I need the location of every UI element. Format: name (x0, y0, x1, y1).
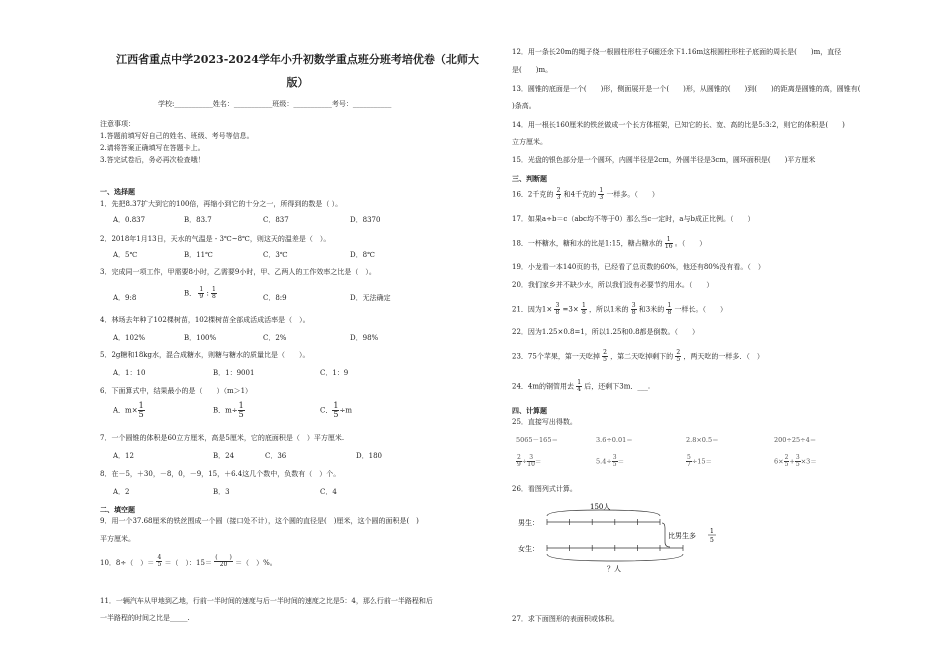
option: B．83.7 (184, 216, 212, 224)
text: 16．2千克的 (512, 190, 554, 199)
question-19: 19．小龙看一本140页的书，已经看了总页数的60%，他还有80%没有看。（ ） (512, 263, 765, 271)
compare-label: 比男生多 (668, 532, 696, 540)
notice-item: 1.答题前填写好自己的姓名、班级、考号等信息。 (100, 132, 254, 140)
section-calc: 四、计算题 (512, 406, 547, 415)
option: C．4 (320, 488, 337, 496)
text: 后，还剩下3m．___. (584, 382, 651, 391)
fraction (238, 402, 245, 419)
fraction (527, 455, 535, 468)
numerator: 5 (687, 454, 691, 461)
fraction (784, 455, 790, 468)
bottom-brace (547, 554, 683, 561)
fraction (795, 455, 801, 468)
question-26: 26．看图列式计算。 (512, 485, 577, 493)
fraction (581, 303, 587, 316)
calc-item: $\frac{2}{9}$ ÷ $\frac{3}{10}$ ＝ (517, 454, 542, 468)
question-18 (512, 237, 706, 250)
denominator: 5 (603, 356, 607, 363)
notice-heading: 注意事项： (100, 120, 135, 128)
fraction (554, 303, 560, 316)
numerator: 3 (555, 302, 560, 309)
text: 5.4÷ (596, 457, 612, 466)
fraction (214, 555, 233, 568)
text: 和4千克的 (563, 190, 597, 199)
numerator: ( ) (215, 554, 232, 561)
denominator: 5 (612, 461, 617, 468)
question-23 (512, 350, 764, 363)
option: D．180 (356, 452, 382, 460)
compare-denominator: 5 (710, 537, 714, 544)
question-8: 8．在－5，＋30，－8，0，－9，15，＋6.4这几个数中，负数有（ ）个。 (100, 470, 341, 478)
fraction (665, 237, 673, 250)
text: ÷15＝ (691, 457, 713, 466)
denominator: 7 (687, 461, 691, 468)
question-9-cont: 平方厘米。 (100, 535, 135, 543)
fraction (598, 188, 604, 201)
exam-title-suffix: 版） (286, 76, 309, 89)
denominator: 5 (138, 410, 144, 419)
text: =3× (562, 305, 579, 314)
numerator: 3 (795, 454, 800, 461)
denominator: 8 (555, 309, 560, 316)
bottom-label: ？人 (607, 565, 621, 573)
numerator: 1 (599, 187, 604, 194)
question-16 (512, 188, 659, 201)
text: 一样多。（ ） (606, 190, 659, 199)
section-judge: 三、判断题 (512, 174, 547, 183)
fraction (675, 350, 681, 363)
segment-diagram (510, 498, 740, 578)
calc-item: 5065－165＝ (516, 436, 558, 444)
top-label: 150人 (590, 503, 611, 511)
question-4: 4．林场去年种了102棵树苗，102棵树苗全部成活成活率是（ ）。 (100, 316, 310, 324)
option-a (113, 402, 145, 419)
option-b (213, 402, 245, 419)
numerator: 2 (784, 454, 789, 461)
numerator: 2 (517, 454, 521, 461)
denominator: 16 (664, 243, 673, 250)
text: ，两天吃的一样多．（ ） (683, 352, 764, 361)
text: ＝（ ）：15＝ (164, 559, 212, 567)
text: 18．一杯糖水，糖和水的比是1:15，糖占糖水的 (512, 239, 663, 248)
exam-title: 江西省重点中学2023-2024学年小升初数学重点班分班考培优卷（北师大 (116, 53, 479, 66)
denominator: 10 (527, 461, 535, 468)
text: 10．8÷（ ）＝ (100, 559, 155, 567)
option: B．24 (213, 452, 235, 460)
calc-item: 2.8×0.5＝ (686, 436, 719, 444)
denominator: 20 (219, 561, 228, 568)
girl-label: 女生： (518, 545, 539, 553)
option: C．3℃ (263, 251, 288, 259)
denominator: 8 (212, 293, 216, 300)
numerator: 1 (138, 401, 144, 410)
fraction (612, 455, 618, 468)
option: A．1：10 (113, 369, 146, 377)
question-22: 22．因为1.25×0.8=1，所以1.25和0.8都是倒数。（ ） (512, 328, 700, 336)
calc-item: 200÷25÷4＝ (774, 436, 817, 444)
numerator: 1 (333, 401, 339, 410)
notice-item: 2.请将答案正确填写在答题卡上。 (100, 144, 205, 152)
question-1: 1．先把8.37扩大到它的100倍，再缩小到它的十分之一，所得到的数是（ ）。 (100, 200, 343, 208)
question-14: 14．用一根长160厘米的铁丝做成一个长方体框架，已知它的长、宽、高的比是5:3:2，则它的体积是( ) (512, 121, 845, 129)
denominator: 5 (784, 461, 789, 468)
question-3: 3．完成同一项工作，甲需要8小时，乙需要9小时，甲、乙两人的工作效率之比是（ ）。 (100, 268, 376, 276)
option: A．102% (113, 334, 146, 342)
numerator: 4 (157, 554, 162, 561)
question-13-cont: )条高。 (512, 102, 536, 110)
question-24 (512, 380, 650, 393)
denominator: 8 (581, 309, 586, 316)
option: C．36 (265, 452, 287, 460)
fraction (198, 287, 204, 300)
text: 23．75个苹果，第一天吃掉 (512, 352, 600, 361)
question-27: 27．求下面图形的表面积或体积。 (512, 615, 619, 623)
text: 24．4m的钢管用去 (512, 382, 574, 391)
numerator: 1 (212, 286, 216, 293)
option-label: B． (184, 289, 197, 298)
numerator: 2 (556, 187, 561, 194)
option: A．9:8 (113, 294, 137, 302)
question-10 (100, 555, 277, 568)
calc-item (686, 455, 712, 468)
question-11: 11．一辆汽车从甲地到乙地，行前一半时间的速度与后一半时间的速度之比是5：4，那么行前一半路程和后 (100, 597, 433, 605)
question-6: 6．下面算式中，结果最小的是（ ）（m＞1） (100, 387, 253, 395)
denominator: 8 (667, 309, 672, 316)
fraction (516, 455, 522, 468)
calc-item: 6× $\frac{2}{5}$ + $\frac{3}{5}$ ×3＝ (774, 454, 817, 468)
option-label: C． (320, 406, 333, 415)
question-11-cont: 一半路程的时间之比是_____. (100, 614, 190, 622)
notice-item: 3.答完试卷后，务必再次检查哦！ (100, 156, 205, 164)
calc-item: 5.4÷ $\frac{3}{5}$ ＝ (596, 454, 625, 468)
denominator: 5 (795, 461, 800, 468)
text: 和3米的 (638, 305, 665, 314)
denominator: 8 (631, 309, 636, 316)
denominator: 9 (199, 293, 204, 300)
section-choice: 一、选择题 (100, 187, 135, 196)
text: 一样长。（ ） (674, 305, 728, 314)
numerator: 1 (238, 401, 244, 410)
text: ，第二天吃掉剩下的 (610, 352, 674, 361)
section-fill: 二、填空题 (100, 505, 135, 514)
numerator: 3 (529, 454, 534, 461)
question-2: 2．2018年1月13日，天水的气温是 - 3℃~8℃，则这天的温差是（ ）。 (100, 235, 331, 243)
fraction (576, 380, 582, 393)
denominator: 5 (333, 410, 339, 419)
question-25: 25．直接写出得数。 (512, 418, 577, 426)
denominator: 3 (599, 194, 604, 201)
numerator: 1 (577, 379, 582, 386)
denominator: 3 (556, 194, 561, 201)
option-c (320, 402, 352, 419)
numerator: 2 (676, 349, 681, 356)
numerator: 3 (612, 454, 617, 461)
text: 。（ ） (674, 239, 707, 248)
text: 6× (774, 457, 784, 466)
fraction (556, 188, 562, 201)
option-label: B．m÷ (213, 406, 238, 415)
compare-numerator: 1 (710, 528, 714, 535)
option: D．98% (350, 334, 379, 342)
numerator: 1 (666, 236, 671, 243)
option: A．12 (113, 452, 134, 460)
option: C．837 (263, 216, 289, 224)
option: A．0.837 (113, 216, 146, 224)
option: C．2% (263, 334, 287, 342)
denominator: 5 (676, 356, 681, 363)
denominator: 5 (157, 561, 162, 568)
student-info-line: 学校:___________姓名：___________班级：___________考号：___________ (158, 100, 392, 108)
numerator: 2 (603, 349, 607, 356)
text: ＝（ ）%。 (235, 559, 277, 567)
fraction (602, 350, 608, 363)
question-21 (512, 303, 727, 316)
numerator: 1 (581, 302, 586, 309)
question-12-cont: 是( )m。 (512, 66, 553, 74)
question-12: 12．用一条长20m的绳子绕一根圆柱形柱子6圈还余下1.16m这根圆柱形柱子底面的周长是( )m，直径 (512, 48, 842, 56)
option-b-ratio: B． $\frac{1}{9}$ : $\frac{1}{8}$ (184, 286, 216, 300)
question-5: 5．2g糖和18kg水，混合成糖水，则糖与糖水的质量比是（ ）。 (100, 351, 310, 359)
segment-diagram-svg (510, 498, 740, 578)
numerator: 3 (631, 302, 636, 309)
numerator: 1 (199, 286, 204, 293)
calc-item: 3.6÷0.01＝ (596, 436, 633, 444)
question-7: 7．一个圆锥的体积是60立方厘米，高是5厘米，它的底面积是（ ）平方厘米. (100, 434, 345, 442)
option: D．无法确定 (350, 294, 391, 302)
option: A．2 (113, 488, 130, 496)
text: 21．因为1× (512, 305, 553, 314)
option-suffix: ÷m (339, 406, 352, 415)
option: C．1：9 (320, 369, 349, 377)
question-9: 9．用一个37.68厘米的铁丝围成一个圆（接口处不计），这个圆的直径是( )厘米，这个圆的面积是( ) (100, 517, 419, 525)
denominator: 5 (238, 410, 244, 419)
text: ，所以1米的 (589, 305, 629, 314)
option: A．5℃ (113, 251, 138, 259)
question-14-cont: 立方厘米。 (512, 138, 547, 146)
numerator: 1 (667, 302, 672, 309)
denominator: 4 (577, 386, 582, 393)
denominator: 9 (517, 461, 521, 468)
option: C．8:9 (263, 294, 287, 302)
option: D．8370 (350, 216, 381, 224)
option: B．3 (213, 488, 230, 496)
option: B．1：9001 (213, 369, 255, 377)
fraction (156, 555, 162, 568)
question-20: 20．我们家乡并不缺少水，所以我们没有必要节约用水。（ ） (512, 281, 714, 289)
option: B．11℃ (184, 251, 213, 259)
option: B．100% (184, 334, 217, 342)
boy-label: 男生： (518, 519, 539, 527)
question-13: 13．圆锥的底面是一个( )形，侧面展开是一个( )形，从圆锥的( )到( )的距离是圆锥的高，圆锥有( (512, 85, 868, 93)
fraction (211, 287, 217, 300)
question-17: 17．如果a÷b＝c（abc均不等于0）那么当c一定时，a与b成正比例。（ ） (512, 215, 755, 223)
option-label: A．m× (113, 406, 138, 415)
fraction (666, 303, 672, 316)
option: D．8℃ (350, 251, 375, 259)
fraction (631, 303, 637, 316)
fraction (138, 402, 145, 419)
question-15: 15．光盘的银色部分是一个圆环，内圆半径是2cm，外圆半径是3cm，圆环面积是( )平方厘米 (512, 156, 816, 164)
